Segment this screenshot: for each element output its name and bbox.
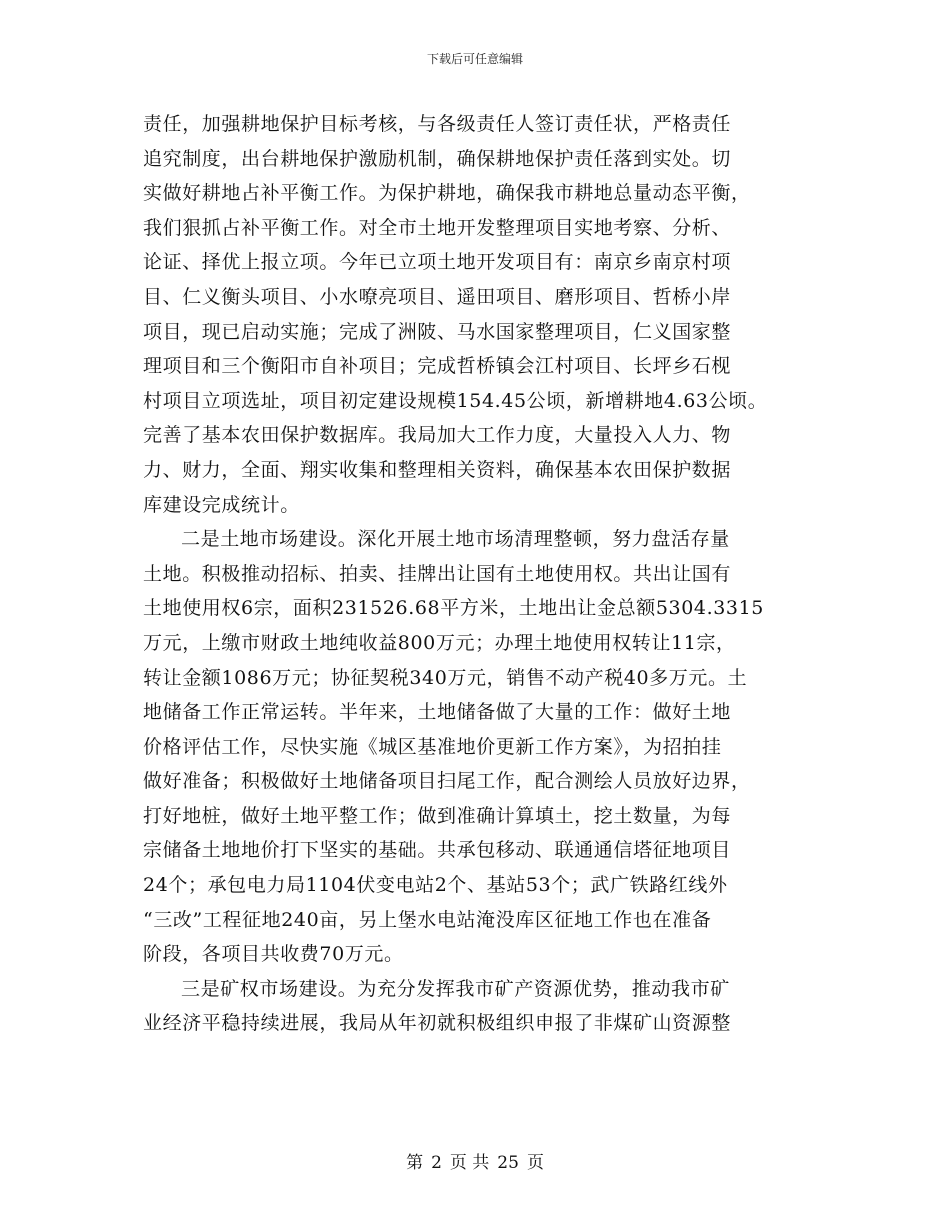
text-line: 论证、择优上报立项。今年已立项土地开发项目有：南京乡南京村项 — [143, 251, 732, 274]
text-line: 责任，加强耕地保护目标考核，与各级责任人签订责任状，严格责任 — [143, 113, 732, 135]
text-line: 地储备工作正常运转。半年来，土地储备做了大量的工作：做好土地 — [143, 701, 732, 724]
text-line: 实做好耕地占补平衡工作。为保护耕地，确保我市耕地总量动态平衡， — [143, 182, 751, 205]
text-line: 目、仁义衡头项目、小水嘹亮项目、遥田项目、磨形项目、哲桥小岸 — [143, 285, 732, 308]
text-line: 力、财力，全面、翔实收集和整理相关资料，确保基本农田保护数据 — [143, 458, 732, 481]
text-line: 打好地桩，做好土地平整工作；做到准确计算填土，挖土数量，为每 — [143, 804, 732, 827]
text-line: 库建设完成统计。 — [143, 493, 300, 516]
text-line: 24个；承包电力局1104伏变电站2个、基站53个；武广铁路红线外 — [143, 874, 728, 897]
text-line: 万元，上缴市财政土地纯收益800万元；办理土地使用权转让11宗， — [143, 631, 736, 654]
footer-prefix: 第 — [406, 1153, 424, 1173]
footer-middle: 页 共 — [449, 1153, 490, 1173]
footer-page-number: 2 — [431, 1153, 442, 1173]
text-line: 项目，现已启动实施；完成了洲陂、马水国家整理项目，仁义国家整 — [143, 320, 732, 343]
text-line: “三改”工程征地240亩，另上堡水电站淹没库区征地工作也在准备 — [143, 908, 712, 931]
text-line: 完善了基本农田保护数据库。我局加大工作力度，大量投入人力、物 — [143, 424, 732, 447]
text-line: 追究制度，出台耕地保护激励机制，确保耕地保护责任落到实处。切 — [143, 147, 732, 170]
text-line: 价格评估工作，尽快实施《城区基准地价更新工作方案》，为招拍挂 — [143, 735, 722, 758]
footer-suffix: 页 — [526, 1153, 544, 1173]
text-line: 做好准备；积极做好土地储备项目扫尾工作，配合测绘人员放好边界， — [143, 770, 751, 793]
text-line: 二是土地市场建设。深化开展土地市场清理整顿，努力盘活存量 — [181, 528, 730, 551]
footer-total-pages: 25 — [497, 1153, 519, 1173]
page-header: 下载后可任意编辑 — [426, 52, 523, 66]
text-line: 我们狠抓占补平衡工作。对全市土地开发整理项目实地考察、分析、 — [143, 216, 732, 239]
document-body — [143, 107, 833, 1041]
text-line: 三是矿权市场建设。为充分发挥我市矿产资源优势，推动我市矿 — [181, 977, 730, 1000]
text-line: 村项目立项选址，项目初定建设规模154.45公顷，新增耕地4.63公顷。 — [143, 389, 768, 412]
text-line: 理项目和三个衡阳市自补项目；完成哲桥镇会江村项目、长坪乡石枧 — [143, 355, 732, 378]
text-line: 转让金额1086万元；协征契税340万元，销售不动产税40多万元。土 — [143, 666, 748, 689]
text-line: 土地使用权6宗，面积231526.68平方米，土地出让金总额5304.3315 — [143, 597, 764, 620]
text-line: 阶段，各项目共收费70万元。 — [143, 943, 404, 966]
text-line: 土地。积极推动招标、拍卖、挂牌出让国有土地使用权。共出让国有 — [143, 562, 732, 585]
text-line: 业经济平稳持续进展，我局从年初就积极组织申报了非煤矿山资源整 — [143, 1012, 732, 1035]
page-footer — [0, 1152, 950, 1174]
text-line: 宗储备土地地价打下坚实的基础。共承包移动、联通通信塔征地项目 — [143, 839, 732, 862]
